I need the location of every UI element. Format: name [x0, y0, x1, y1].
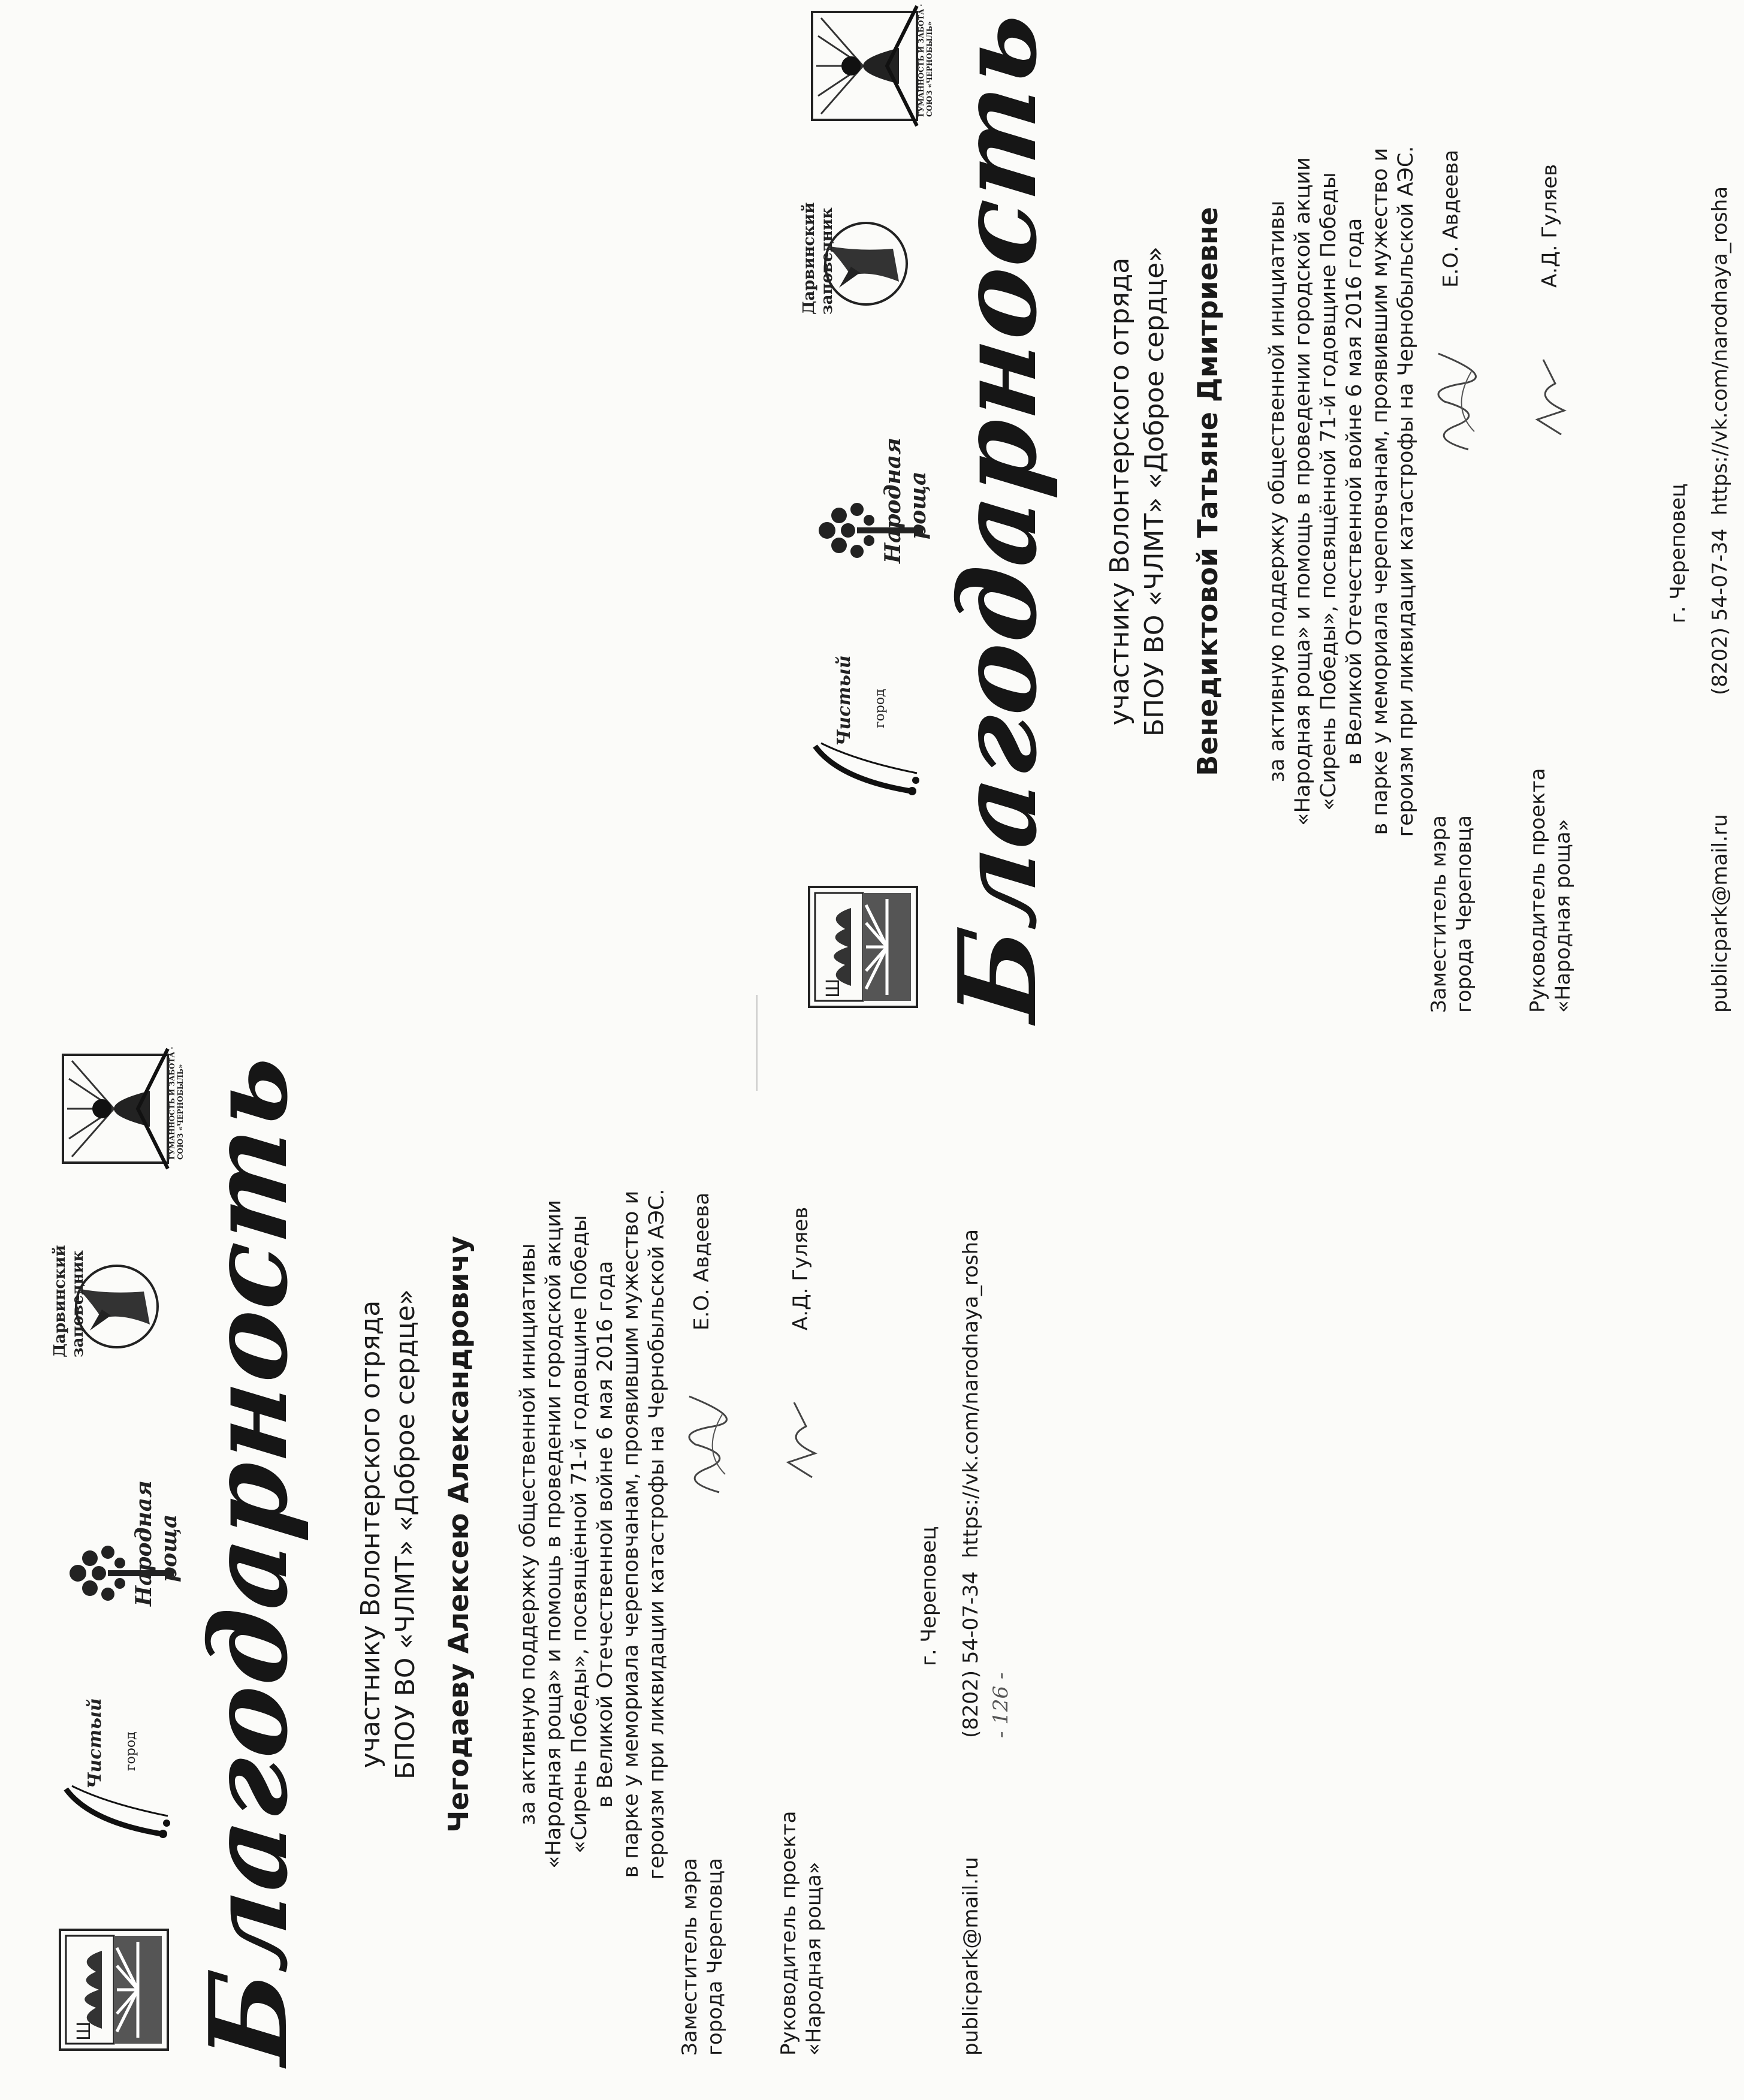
signature-scribble-icon — [770, 1390, 830, 1486]
position-line: Заместитель мэра — [1427, 815, 1451, 1013]
recipient-role: участнику Волонтерского отряда — [1105, 257, 1135, 726]
signatory-row — [776, 1043, 833, 2074]
footer — [917, 1043, 1013, 2074]
signatory-position — [1525, 701, 1576, 1013]
signatory-row — [677, 1043, 734, 2074]
recipient-role: участнику Волонтерского отряда — [355, 1300, 386, 1769]
grove-word-1: Народная — [131, 1480, 156, 1606]
position-line: города Череповца — [703, 1858, 727, 2056]
signatory-name: А.Д. Гуляев — [1538, 164, 1562, 288]
position-line: Руководитель проекта — [1526, 768, 1550, 1013]
recipient-name: Венедиктовой Татьяне Дмитриевне — [1191, 207, 1224, 776]
cherepovets-coat-of-arms-icon — [803, 875, 935, 1013]
certificate-chegodaev — [42, 1043, 1013, 2074]
narodnaya-roshcha-logo — [54, 1468, 186, 1606]
logo-strip — [800, 0, 941, 1031]
svg-text:Ш: Ш — [823, 978, 844, 998]
page-number: - 126 - — [989, 1672, 1013, 1738]
reason-line: «Народная роща» и помощь в проведении городской акции — [1291, 157, 1315, 826]
union-ring-text: ГУМАННОСТЬ И ЗАБОТА · СОЮЗ «ЧЕРНОБЫЛЬ» — [917, 4, 934, 117]
recipient-name: Чегодаеву Алексею Александровичу — [442, 1236, 475, 1833]
clean-city-logo — [803, 653, 935, 803]
position-line: «Народная роща» — [1551, 819, 1575, 1013]
chernobyl-union-logo — [54, 1043, 186, 1175]
footer-email: publicpark@mail.ru — [1708, 814, 1732, 1013]
union-ring-text: ГУМАННОСТЬ И ЗАБОТА · СОЮЗ «ЧЕРНОБЫЛЬ» — [168, 1046, 185, 1160]
reason-line: в парке у мемориала череповчанам, проявившим мужество и — [619, 1190, 643, 1878]
reason-line: героизм при ликвидации катастрофы на Чернобыльской АЭС. — [1394, 146, 1418, 837]
narodnaya-roshcha-logo — [803, 426, 935, 563]
certificate-venediktova — [791, 0, 1732, 1031]
reason-line: в Великой Отечественной войне 6 мая 2016 года — [593, 1260, 617, 1808]
signatory-name: А.Д. Гуляев — [789, 1206, 813, 1330]
chernobyl-union-logo — [803, 0, 935, 132]
reason-line: «Сирень Победы», посвящённой 71-й годовщине Победы — [1317, 172, 1341, 811]
recipient-organization: БПОУ ВО «ЧЛМТ» «Доброе сердце» — [390, 1289, 421, 1780]
position-line: «Народная роща» — [802, 1861, 826, 2056]
clean-city-word: Чистый — [85, 1698, 105, 1789]
signatory-name: Е.О. Авдеева — [690, 1192, 714, 1330]
reason-line: «Сирень Победы», посвящённой 71-й годовщине Победы — [568, 1215, 592, 1854]
signatory-row — [1426, 0, 1483, 1031]
position-line: города Череповца — [1452, 815, 1476, 1013]
reason-line: «Народная роща» и помощь в проведении городской акции — [542, 1200, 566, 1869]
city: г. Череповец — [1666, 483, 1690, 623]
certificate-title: Благодарность — [935, 5, 1060, 1026]
signatory-position — [1426, 701, 1477, 1013]
logo-strip — [51, 1043, 192, 2074]
svg-text:Ш: Ш — [74, 2021, 95, 2041]
footer-email: publicpark@mail.ru — [959, 1857, 983, 2056]
reason-line: за активную поддержку общественной инициативы — [1265, 200, 1289, 783]
recipient-block — [1103, 102, 1225, 881]
grove-word-2: роща — [156, 1514, 182, 1582]
signatory-position — [776, 1744, 826, 2056]
cherepovets-coat-of-arms-icon — [54, 1918, 186, 2056]
footer-phone: (8202) 54-07-34 — [959, 1571, 983, 1738]
signatory-name: Е.О. Авдеева — [1439, 149, 1463, 288]
signature-scribble-icon — [1420, 348, 1480, 455]
reason-line: за активную поддержку общественной инициативы — [516, 1243, 540, 1826]
position-line: Заместитель мэра — [678, 1858, 702, 2056]
signatory-row — [1525, 0, 1582, 1031]
clean-city-logo — [54, 1696, 186, 1846]
reason-line: в Великой Отечественной войне 6 мая 2016 года — [1342, 218, 1366, 765]
grove-word-2: роща — [906, 471, 931, 539]
signature-scribble-icon — [1519, 348, 1579, 443]
footer-phone: (8202) 54-07-34 — [1708, 528, 1732, 695]
position-line: Руководитель проекта — [777, 1811, 801, 2056]
darwin-ring-text: Дарвинский заповедник — [800, 202, 836, 315]
recipient-block — [354, 1145, 476, 1924]
clean-city-sub: город — [123, 1731, 138, 1771]
reason-line: в парке у мемориала череповчанам, проявившим мужество и — [1368, 147, 1392, 835]
darwin-reserve-logo — [51, 1245, 186, 1366]
footer-link: https://vk.com/narodnaya_rosha — [1708, 186, 1732, 515]
certificate-title: Благодарность — [186, 1048, 311, 2069]
darwin-ring-text: Дарвинский заповедник — [51, 1245, 87, 1357]
recipient-organization: БПОУ ВО «ЧЛМТ» «Доброе сердце» — [1139, 246, 1170, 737]
footer — [1666, 0, 1744, 1031]
darwin-reserve-logo — [800, 202, 935, 324]
reason-line: героизм при ликвидации катастрофы на Чернобыльской АЭС. — [645, 1188, 669, 1880]
signature-scribble-icon — [671, 1390, 731, 1498]
clean-city-word: Чистый — [834, 655, 855, 746]
grove-word-1: Народная — [880, 437, 906, 563]
clean-city-sub: город — [873, 689, 888, 728]
signatory-position — [677, 1744, 728, 2056]
city: г. Череповец — [917, 1526, 941, 1666]
fold-line — [756, 995, 758, 1091]
footer-link: https://vk.com/narodnaya_rosha — [959, 1229, 983, 1558]
